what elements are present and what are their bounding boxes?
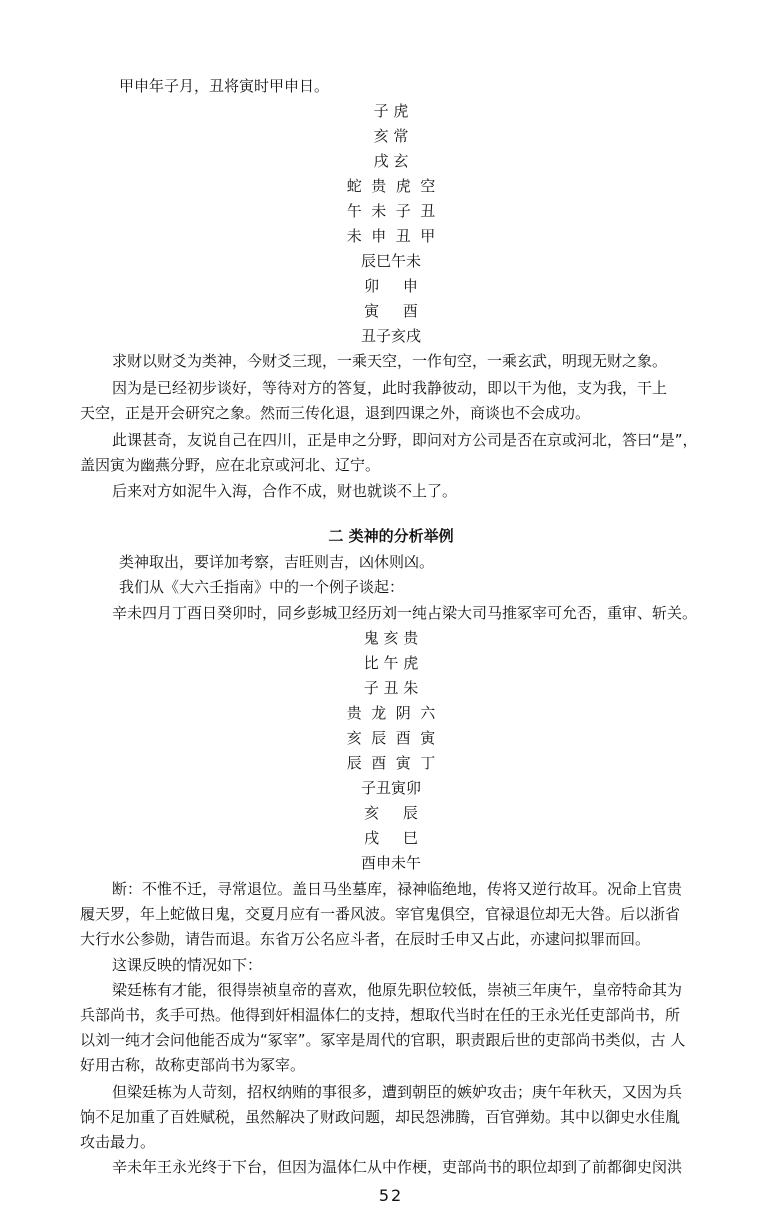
chart-line: 丑子亥戌 (360, 327, 421, 345)
text-line: 甲申年子月，丑将寅时甲申日。 (119, 77, 330, 95)
chart-line: 戌 巳 (364, 829, 418, 847)
chart-line: 未 申 丑 甲 (346, 227, 436, 245)
text-line: 但梁廷栋为人苛刻，招权纳贿的事很多，遭到朝臣的嫉妒攻击；庚午年秋天，又因为兵 (112, 1083, 683, 1101)
text-line: 此课甚奇，友说自己在四川，正是申之分野，即问对方公司是否在京或河北，答曰“是”， (112, 431, 698, 449)
text-line: 天空，正是开会研究之象。然而三传化退，退到四课之外，商谈也不会成功。 (80, 404, 591, 422)
chart-line: 亥 辰 酉 寅 (346, 729, 436, 747)
chart-line: 辰 酉 寅 丁 (346, 754, 436, 772)
text-line: 攻击最力。 (80, 1133, 156, 1151)
chart-line: 子 虎 (373, 102, 409, 120)
text-line: 断：不惟不迁，寻常退位。盖日马坐墓库，禄神临绝地，传将又逆行故耳。况命上官贵 (112, 880, 683, 898)
text-line: 因为是已经初步谈好，等待对方的答复，此时我静彼动，即以干为他，支为我，干上 (112, 379, 668, 397)
text-line: 后来对方如泥牛入海，合作不成，财也就谈不上了。 (112, 482, 458, 500)
text-line: 履天罗，年上蛇做日鬼，交夏月应有一番风波。宰官鬼俱空，官禄退位却无大咎。后以浙省 (80, 905, 681, 923)
text-line: 类神取出，要详加考察，吉旺则吉，凶休则凶。 (119, 553, 435, 571)
page-number: 52 (378, 1186, 404, 1205)
chart-line: 辰巳午未 (360, 252, 421, 270)
chart-line: 子丑寅卯 (360, 779, 421, 797)
chart-line: 亥 常 (373, 127, 409, 145)
text-line: 兵部尚书，炙手可热。他得到奸相温体仁的支持，想取代当时在任的王永光任吏部尚书，所 (80, 1006, 681, 1024)
chart-line: 子 丑 朱 (363, 679, 419, 697)
text-line: 以刘一纯才会问他能否成为“冢宰”。冢宰是周代的官职，职责跟后世的吏部尚书类似，古 人 (80, 1031, 686, 1049)
text-line: 好用古称，故称吏部尚书为冢宰。 (80, 1056, 306, 1074)
chart-line: 贵 龙 阴 六 (346, 704, 436, 722)
chart-line: 卯 申 (364, 277, 418, 295)
section-heading: 二 类神的分析举例 (328, 527, 454, 545)
text-line: 辛未四月丁酉日癸卯时，同乡彭城卫经历刘一纯占梁大司马推冢宰可允否，重审、斩关。 (112, 604, 698, 622)
chart-line: 鬼 亥 贵 (363, 629, 419, 647)
chart-line: 酉申未午 (360, 854, 421, 872)
text-line: 辛未年王永光终于下台，但因为温体仁从中作梗，吏部尚书的职位却到了前都御史闵洪 (112, 1158, 683, 1176)
text-line: 求财以财爻为类神，今财爻三现，一乘天空，一作旬空，一乘玄武，明现无财之象。 (112, 352, 668, 370)
text-line: 饷不足加重了百姓赋税，虽然解决了财政问题，却民怨沸腾，百官弹劾。其中以御史水佳胤 (80, 1108, 681, 1126)
chart-line: 寅 酉 (364, 302, 418, 320)
text-line: 梁廷栋有才能，很得崇祯皇帝的喜欢，他原先职位较低，崇祯三年庚午，皇帝特命其为 (112, 981, 683, 999)
chart-line: 午 未 子 丑 (346, 202, 436, 220)
chart-line: 亥 辰 (364, 804, 418, 822)
chart-line: 蛇 贵 虎 空 (346, 177, 436, 195)
chart-line: 戌 玄 (373, 152, 409, 170)
text-line: 我们从《大六壬指南》中的一个例子谈起： (119, 578, 405, 596)
text-line: 大行水公参勋，请告而退。东省万公名应斗者，在辰时壬申又占此，亦逮问拟罪而回。 (80, 930, 651, 948)
text-line: 盖因寅为幽燕分野，应在北京或河北、辽宁。 (80, 456, 381, 474)
chart-line: 比 午 虎 (363, 654, 419, 672)
text-line: 这课反映的情况如下： (112, 956, 263, 974)
